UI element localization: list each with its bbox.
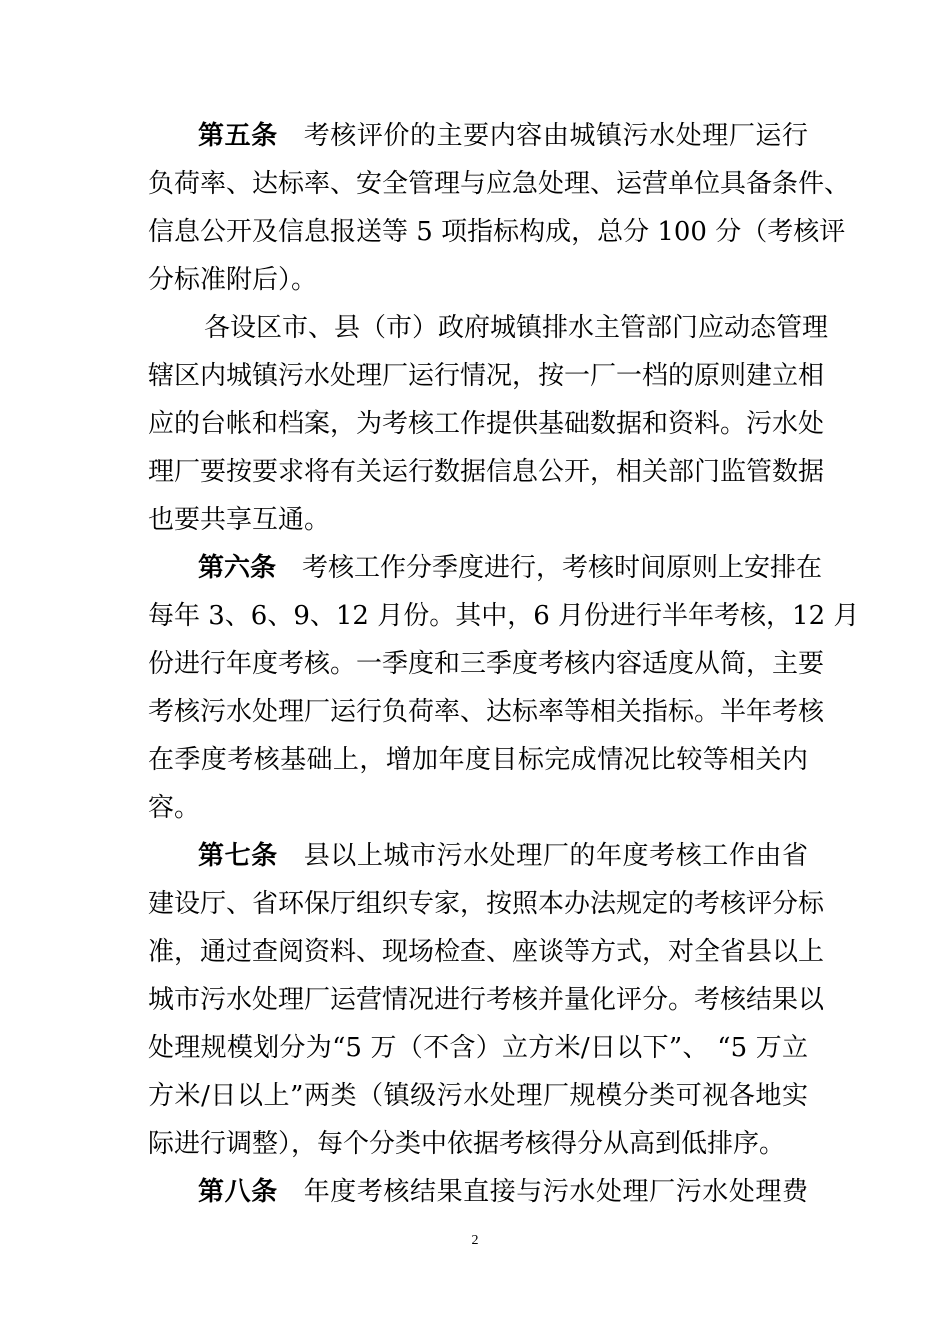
article-7-line-1 (198, 832, 808, 880)
article-6-line-3: 份进行年度考核。一季度和三季度考核内容适度从简，主要 (148, 649, 825, 679)
article-6-label: 第六条 (198, 553, 277, 583)
paragraph-management-line-4: 理厂要按要求将有关运行数据信息公开，相关部门监管数据 (148, 457, 825, 487)
article-6-line-2: 每年 3、6、9、12 月份。其中，6 月份进行半年考核，12 月 (148, 601, 860, 631)
article-8-line-1 (198, 1168, 808, 1216)
article-6-line-1 (198, 544, 823, 592)
article-7-line-5: 处理规模划分为“5 万（不含）立方米/日以下”、 “5 万立 (148, 1033, 808, 1063)
paragraph-management-line-5: 也要共享互通。 (148, 505, 331, 535)
paragraph-management-line-2: 辖区内城镇污水处理厂运行情况，按一厂一档的原则建立相 (148, 361, 825, 391)
article-5-text: 考核评价的主要内容由城镇污水处理厂运行 (303, 121, 808, 151)
article-6-text: 考核工作分季度进行，考核时间原则上安排在 (302, 553, 823, 583)
article-5-line-2: 负荷率、达标率、安全管理与应急处理、运营单位具备条件、 (148, 169, 851, 199)
article-5-line-3: 信息公开及信息报送等 5 项指标构成，总分 100 分（考核评 (148, 217, 846, 247)
article-5-line-4: 分标准附后）。 (148, 265, 318, 295)
article-8-text: 年度考核结果直接与污水处理厂污水处理费 (303, 1177, 808, 1207)
paragraph-management-line-3: 应的台帐和档案，为考核工作提供基础数据和资料。污水处 (148, 409, 825, 439)
article-7-label: 第七条 (198, 841, 278, 871)
article-6-line-5: 在季度考核基础上，增加年度目标完成情况比较等相关内 (148, 745, 808, 775)
article-6-line-4: 考核污水处理厂运行负荷率、达标率等相关指标。半年考核 (148, 697, 825, 727)
article-5-line-1 (198, 112, 808, 160)
article-7-line-7: 际进行调整），每个分类中依据考核得分从高到低排序。 (148, 1129, 786, 1159)
article-8-label: 第八条 (198, 1177, 278, 1207)
article-7-line-4: 城市污水处理厂运营情况进行考核并量化评分。考核结果以 (148, 985, 825, 1015)
article-7-line-6: 方米/日以上”两类（镇级污水处理厂规模分类可视各地实 (148, 1081, 808, 1111)
article-7-line-3: 准，通过查阅资料、现场检查、座谈等方式，对全省县以上 (148, 937, 825, 967)
article-7-text: 县以上城市污水处理厂的年度考核工作由省 (303, 841, 808, 871)
paragraph-management-line-1: 各设区市、县（市）政府城镇排水主管部门应动态管理 (204, 313, 829, 343)
article-7-line-2: 建设厅、省环保厅组织专家，按照本办法规定的考核评分标 (148, 889, 825, 919)
page-number: 2 (471, 1233, 479, 1248)
article-6-line-6: 容。 (148, 793, 201, 823)
article-5-label: 第五条 (198, 121, 278, 151)
